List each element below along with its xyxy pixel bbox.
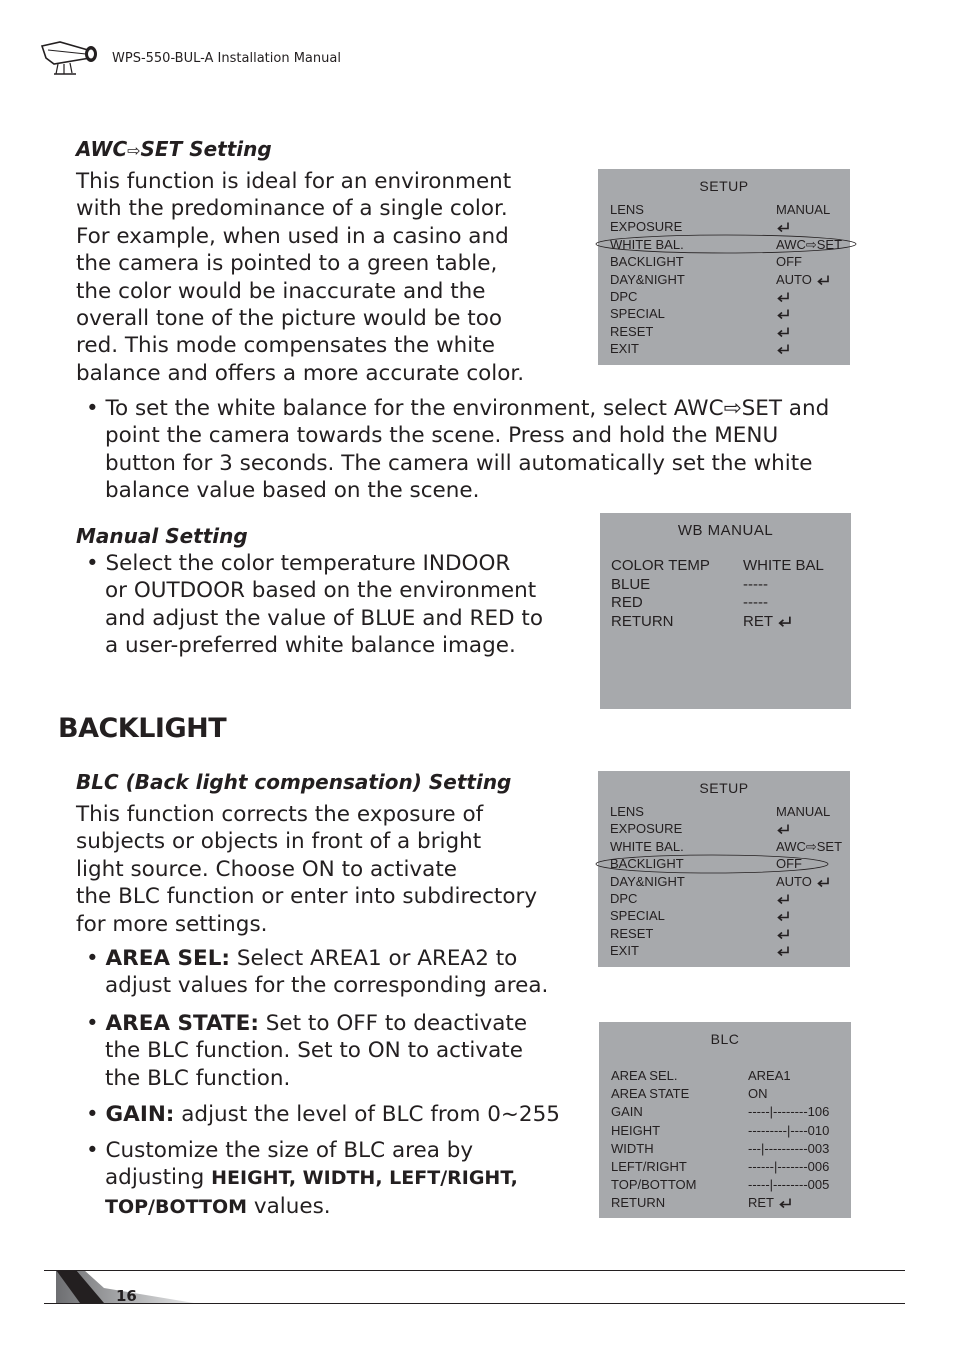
osd-title: SETUP (699, 178, 749, 194)
osd-menu-row (599, 1086, 851, 1104)
osd-row-value (776, 908, 790, 923)
return-arrow-icon (776, 928, 790, 941)
page-number: 16 (116, 1287, 137, 1305)
osd-menu-row (598, 324, 850, 341)
osd-row-value (776, 821, 790, 836)
osd-row-value: AREA1 (748, 1068, 791, 1083)
awc-bullet: • To set the white balance for the environment, select AWC⇨SET and point the camera towards the scene. Press and hold the MENU button for 3 seconds. The camera will automatically set the white balance value based on the scene. (86, 396, 830, 504)
osd-row-value: OFF (776, 254, 802, 270)
security-camera-logo-icon (40, 40, 100, 76)
osd-row-value: AUTO (776, 874, 830, 889)
osd-title: SETUP (699, 780, 749, 796)
osd-row-value: ------|-------006 (748, 1159, 830, 1174)
osd-row-value: WHITE BAL (743, 557, 824, 574)
return-arrow-icon (776, 910, 790, 923)
awc-description: This function is ideal for an environment with the predominance of a single color. For example, when used in a casino and the camera is pointed to a green table, the color would be inaccurate and the overall tone of the picture would be too red. This mode compensates the white balance and offers a more accurate color. (76, 169, 525, 386)
osd-menu-row (600, 557, 851, 576)
osd-menu-row (598, 891, 850, 908)
arrow-right-icon: ⇨ (127, 141, 141, 160)
osd-row-label: LENS (610, 804, 644, 819)
osd-row-label: BACKLIGHT (610, 254, 684, 270)
osd-row-value: ---------|----010 (748, 1122, 830, 1138)
osd-menu-row (599, 1104, 851, 1122)
return-arrow-icon (816, 876, 830, 889)
return-arrow-icon (816, 274, 830, 287)
osd-menu-row (598, 926, 850, 943)
osd-row-value (776, 891, 790, 906)
osd-row-value (776, 341, 790, 356)
manual-setting-heading: Manual Setting (76, 524, 248, 548)
osd-menu-row (598, 908, 850, 925)
osd-row-value (776, 306, 790, 321)
osd-row-label: RESET (610, 323, 654, 339)
osd-row-value (776, 324, 790, 339)
osd-row-label: WHITE BAL. (610, 236, 684, 252)
osd-row-value: AWC⇨SET (776, 236, 843, 252)
osd-menu-row (598, 306, 850, 323)
osd-menu-row (598, 289, 850, 306)
osd-menu-row (598, 272, 850, 289)
osd-row-value: ---|----------003 (748, 1140, 830, 1156)
osd-title: WB MANUAL (677, 522, 774, 539)
osd-row-label: AREA SEL. (611, 1068, 678, 1083)
osd-menu-row (598, 804, 850, 821)
blc-description: This function corrects the exposure of subjects or objects in front of a bright light source. Choose ON to activate the BLC function or enter into subdirectory for more settings. (76, 802, 538, 937)
area-sel-bullet: • AREA SEL: Select AREA1 or AREA2 to adjust values for the corresponding area. (86, 946, 549, 999)
osd-row-value: AUTO (776, 272, 830, 287)
return-arrow-icon (776, 823, 790, 836)
osd-row-label: RETURN (611, 612, 674, 630)
manual-bullet: • Select the color temperature INDOOR or OUTDOOR based on the environment and adjust the value of BLUE and RED to a user-preferred white balance image. (86, 551, 543, 659)
osd-row-label: SPECIAL (610, 306, 665, 322)
osd-row-value: RET (748, 1195, 792, 1210)
osd-menu-row (599, 1141, 851, 1159)
footer-rule-bottom (44, 1303, 905, 1304)
osd-row-label: RESET (610, 925, 654, 941)
osd-row-label: LEFT/RIGHT (611, 1159, 687, 1174)
osd-row-value (776, 219, 790, 234)
osd-row-value: MANUAL (776, 202, 831, 217)
osd-menu-row (598, 202, 850, 219)
area-state-bullet: • AREA STATE: Set to OFF to deactivate the BLC function. Set to ON to activate the BLC function. (86, 1011, 528, 1091)
osd-setup-white-balance (598, 169, 850, 365)
header-title: WPS-550-BUL-A Installation Manual (112, 51, 341, 66)
backlight-heading: BACKLIGHT (58, 713, 227, 744)
blc-subheading: BLC (Back light compensation) Setting (76, 770, 512, 794)
osd-row-label: TOP/BOTTOM (611, 1177, 697, 1193)
osd-row-label: DPC (610, 289, 638, 304)
osd-setup-backlight (598, 771, 850, 967)
osd-row-label: GAIN (611, 1104, 643, 1120)
osd-row-label: RETURN (611, 1195, 666, 1211)
osd-row-label: WIDTH (611, 1140, 654, 1156)
osd-row-label: WHITE BAL. (610, 838, 684, 854)
return-arrow-icon (777, 615, 792, 629)
osd-row-value: -----|--------106 (748, 1104, 830, 1120)
return-arrow-icon (776, 221, 790, 234)
osd-row-label: EXIT (610, 943, 639, 959)
osd-row-value: MANUAL (776, 804, 831, 819)
osd-menu-row (598, 821, 850, 838)
osd-title: BLC (710, 1031, 740, 1047)
footer-rule-top (44, 1270, 905, 1271)
osd-row-label: AREA STATE (611, 1086, 690, 1102)
osd-row-value: OFF (776, 856, 802, 872)
osd-menu-row (600, 576, 851, 595)
osd-row-label: EXPOSURE (610, 821, 683, 837)
customize-bullet: • Customize the size of BLC area by adjusting HEIGHT, WIDTH, LEFT/RIGHT, TOP/BOTTOM values. (86, 1138, 518, 1219)
osd-row-value: ----- (743, 594, 768, 611)
return-arrow-icon (776, 893, 790, 906)
osd-menu-row (600, 613, 851, 632)
return-arrow-icon (776, 291, 790, 304)
osd-row-label: EXIT (610, 341, 639, 357)
osd-row-label: RED (611, 594, 643, 611)
return-arrow-icon (776, 945, 790, 958)
osd-row-value: ----- (743, 575, 768, 593)
osd-row-label: COLOR TEMP (611, 557, 710, 574)
return-arrow-icon (776, 308, 790, 321)
osd-row-label: BACKLIGHT (610, 856, 684, 872)
osd-row-value (776, 943, 790, 958)
osd-row-label: HEIGHT (611, 1122, 661, 1138)
highlight-ellipse (594, 855, 834, 877)
osd-row-value (776, 289, 790, 304)
osd-row-value: ON (748, 1086, 768, 1102)
gain-bullet: • GAIN: adjust the level of BLC from 0~255 (86, 1102, 560, 1127)
osd-wb-manual (600, 513, 851, 709)
osd-row-label: LENS (610, 202, 644, 217)
osd-row-label: BLUE (611, 575, 651, 593)
return-arrow-icon (776, 326, 790, 339)
osd-row-label: DPC (610, 891, 638, 906)
osd-row-value: AWC⇨SET (776, 838, 843, 854)
osd-row-label: EXPOSURE (610, 219, 683, 235)
osd-menu-row (599, 1177, 851, 1195)
osd-menu-row (600, 594, 851, 613)
osd-row-label: SPECIAL (610, 908, 665, 924)
osd-menu-row (598, 341, 850, 358)
highlight-ellipse (594, 235, 858, 257)
osd-row-value (776, 926, 790, 941)
osd-blc (599, 1022, 851, 1218)
osd-menu-row (599, 1195, 851, 1213)
osd-row-label: DAY&NIGHT (610, 271, 685, 287)
osd-menu-row (599, 1068, 851, 1086)
return-arrow-icon (776, 343, 790, 356)
return-arrow-icon (778, 1197, 792, 1210)
osd-row-value: -----|--------005 (748, 1177, 830, 1193)
osd-row-value: RET (743, 613, 792, 630)
osd-menu-row (599, 1159, 851, 1177)
awc-set-heading: AWC⇨SET Setting (76, 137, 272, 161)
osd-row-label: DAY&NIGHT (610, 873, 685, 889)
osd-menu-row (599, 1123, 851, 1141)
osd-menu-row (598, 839, 850, 856)
osd-menu-row (598, 943, 850, 960)
